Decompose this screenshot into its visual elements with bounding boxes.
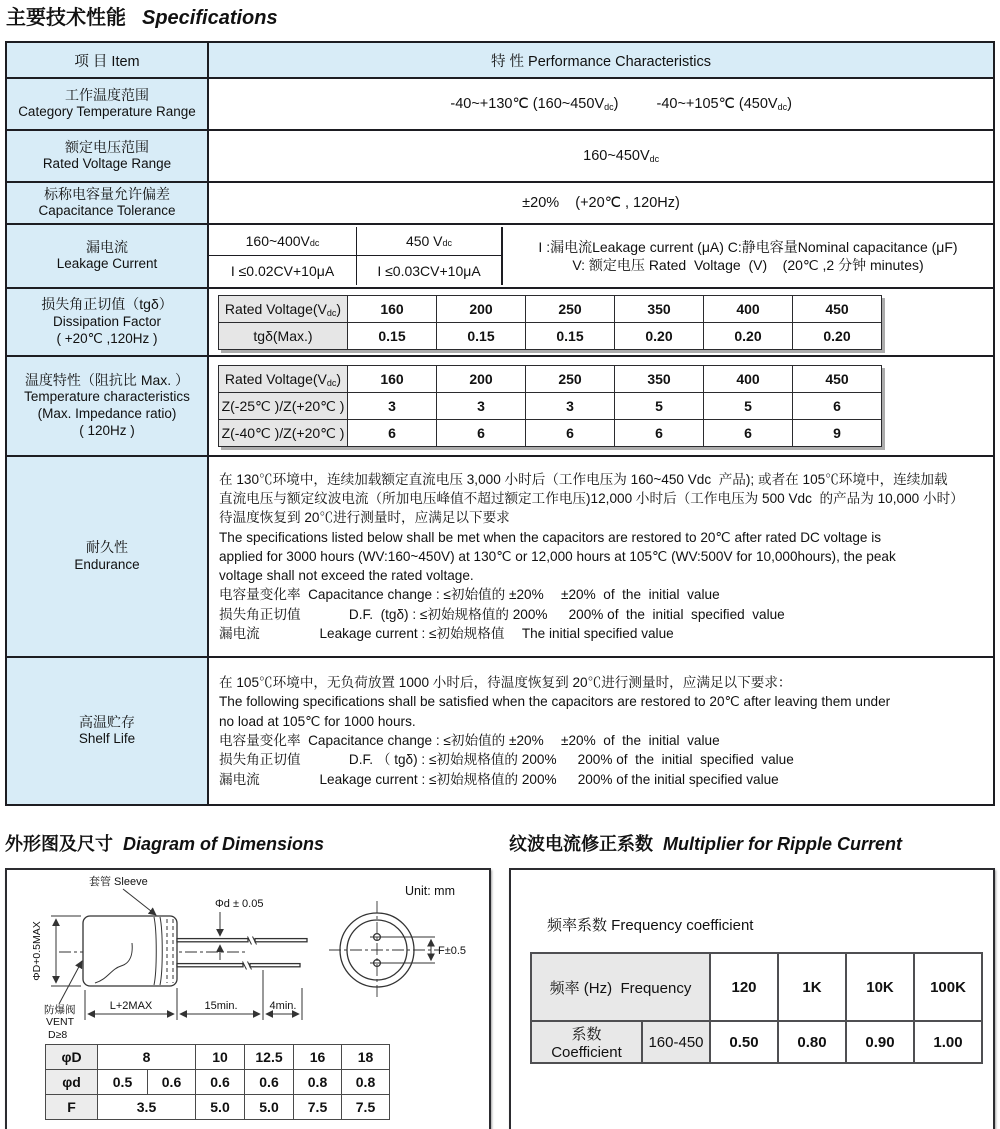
frequency-value: 1K [778, 953, 846, 1021]
dimensions-table [45, 1044, 390, 1120]
lead-top-2 [255, 939, 307, 942]
coefficient-value: 0.50 [710, 1021, 778, 1063]
tc-voltage-header: Rated Voltage(Vdc) [219, 366, 348, 393]
label-temperature-characteristics: 温度特性（阻抗比 Max. ） Temperature characteristics (Max. Impedance ratio) ( 120Hz ) [6, 356, 208, 456]
tc-voltage: 250 [526, 366, 615, 393]
df-voltage: 350 [615, 295, 704, 322]
tc-z40: 6 [437, 420, 526, 447]
svg-text:15min.: 15min. [204, 1000, 238, 1012]
coefficient-header: 系数 Coefficient [531, 1021, 642, 1063]
label-capacitance-tolerance: 标称电容量允许偏差 Capacitance Tolerance [6, 182, 208, 224]
table-row [531, 1021, 982, 1063]
tc-z40: 6 [526, 420, 615, 447]
tc-voltage: 200 [437, 366, 526, 393]
lead-diameter-dimension [215, 898, 263, 960]
coefficient-value: 1.00 [914, 1021, 982, 1063]
tc-z40: 6 [348, 420, 437, 447]
tc-voltage: 160 [348, 366, 437, 393]
df-voltage: 450 [793, 295, 882, 322]
frequency-coefficient-table [530, 952, 983, 1064]
table-row [219, 295, 882, 322]
row-temperature-range [6, 78, 994, 130]
voltage-range-cell: 160-450 [642, 1021, 710, 1063]
lead-bottom-1 [177, 964, 243, 967]
df-voltage-header: Rated Voltage(Vdc) [219, 295, 348, 322]
col-header-item: 项 目 Item [6, 42, 208, 78]
capacitor-diagram [7, 870, 489, 1042]
df-voltage: 200 [437, 295, 526, 322]
leakage-range-2: 450 V dc [357, 227, 503, 256]
unit-label: Unit: mm [405, 884, 455, 898]
tc-z40: 9 [793, 420, 882, 447]
capacitor-side-view [59, 916, 307, 986]
dissipation-factor-table [218, 295, 882, 350]
page-title-en: Specifications [142, 7, 278, 29]
df-value: 0.15 [348, 322, 437, 349]
svg-text:Φd ± 0.05: Φd ± 0.05 [215, 898, 264, 910]
df-value: 0.20 [615, 322, 704, 349]
shelf-life-text: 在 105℃环境中，无负荷放置 1000 小时后，待温度恢复到 20℃进行测量时，应满足以下要求： The following specifications shall be satisfied when the capacitors are restored to 20℃ after leaving them under no load at 105℃ for 1000 hours. 电容量变化率 Capacitance change : ≤初始值的 ±20% ±20% of the initial value 损失角正切值 D.F. （ tgδ) : ≤初始规格值的 200% 200% of the initial specified value 漏电流 Leakage current : ≤初始规格值的 200% 200% of the initial specified value [208, 657, 994, 805]
label-temperature-range: 工作温度范围 Category Temperature Range [6, 78, 208, 130]
df-value: 0.20 [704, 322, 793, 349]
df-value: 0.15 [526, 322, 615, 349]
leakage-current-cell [208, 224, 994, 288]
temperature-characteristics-table [218, 365, 882, 447]
row-dissipation-factor [6, 288, 994, 356]
tc-z25: 5 [615, 393, 704, 420]
svg-text:VENT: VENT [46, 1016, 75, 1028]
tc-z25: 3 [526, 393, 615, 420]
tc-z25: 5 [704, 393, 793, 420]
frequency-value: 100K [914, 953, 982, 1021]
row-rated-voltage [6, 130, 994, 182]
row-endurance [6, 456, 994, 657]
label-dissipation-factor: 损失角正切值（tgδ） Dissipation Factor ( +20℃ ,120Hz ) [6, 288, 208, 356]
value-temperature-range: -40~+130℃ (160~450Vdc) -40~+105℃ (450Vdc) [208, 78, 994, 130]
leakage-formula-1: I ≤0.02CV+10μA [209, 256, 357, 285]
value-rated-voltage: 160~450Vdc [208, 130, 994, 182]
tc-z25: 3 [437, 393, 526, 420]
tc-voltage: 450 [793, 366, 882, 393]
frequency-coefficient-label: 频率系数 Frequency coefficient [547, 917, 754, 934]
frequency-value: 120 [710, 953, 778, 1021]
table-row: φD 8 10 12.5 16 18 [46, 1045, 390, 1070]
leakage-note: I :漏电流Leakage current (μA) C:静电容量Nominal capacitance (μF) V: 额定电压 Rated Voltage (V) (20℃ ,2 分钟 minutes) [538, 238, 958, 273]
svg-text:L+2MAX: L+2MAX [109, 1000, 153, 1012]
page-title-zh: 主要技术性能 [6, 7, 126, 29]
svg-text:套管 Sleeve: 套管 Sleeve [89, 876, 148, 888]
table-row: φd 0.5 0.6 0.6 0.6 0.8 0.8 [46, 1070, 390, 1095]
tc-z40: 6 [615, 420, 704, 447]
table-row [219, 366, 882, 393]
ripple-title: 纹波电流修正系数 Multiplier for Ripple Current [509, 834, 903, 854]
df-voltage: 250 [526, 295, 615, 322]
specifications-table [5, 41, 995, 806]
df-voltage: 400 [704, 295, 793, 322]
bottom-sections [5, 806, 995, 1129]
page-title [6, 6, 1000, 30]
dissipation-factor-cell [208, 288, 994, 356]
table-row [219, 322, 882, 349]
tc-z25-header: Z(-25℃ )/Z(+20℃ ) [219, 393, 348, 420]
svg-text:4min.: 4min. [269, 1000, 297, 1012]
tc-z40-header: Z(-40℃ )/Z(+20℃ ) [219, 420, 348, 447]
dim-row-header: F [46, 1095, 98, 1120]
label-rated-voltage: 额定电压范围 Rated Voltage Range [6, 130, 208, 182]
svg-text:ΦD+0.5MAX: ΦD+0.5MAX [31, 921, 43, 981]
leakage-formula-2: I ≤0.03CV+10μA [357, 256, 503, 285]
svg-text:D≥8: D≥8 [48, 1029, 68, 1041]
temperature-characteristics-cell [208, 356, 994, 456]
capacitor-top-view [329, 901, 466, 999]
lead-spacing-dimension: F±0.5 [438, 945, 467, 957]
sleeve-label [89, 874, 156, 915]
tc-z25: 6 [793, 393, 882, 420]
coefficient-value: 0.80 [778, 1021, 846, 1063]
df-tgd-header: tgδ(Max.) [219, 322, 348, 349]
coefficient-value: 0.90 [846, 1021, 914, 1063]
row-capacitance-tolerance [6, 182, 994, 224]
label-endurance: 耐久性 Endurance [6, 456, 208, 657]
table-header-row [6, 42, 994, 78]
table-row [219, 393, 882, 420]
table-row: F 3.5 5.0 5.0 7.5 7.5 [46, 1095, 390, 1120]
value-capacitance-tolerance: ±20% (+20℃ , 120Hz) [208, 182, 994, 224]
dimensions-box [5, 868, 491, 1129]
row-shelf-life [6, 657, 994, 805]
dimensions-section [5, 806, 491, 1129]
label-shelf-life: 高温贮存 Shelf Life [6, 657, 208, 805]
row-temperature-characteristics [6, 356, 994, 456]
dim-row-header: φd [46, 1070, 98, 1095]
ripple-section [509, 806, 995, 1129]
body-diameter-dimension [31, 916, 81, 986]
leakage-range-1: 160~400V dc [209, 227, 357, 256]
row-leakage-current [6, 224, 994, 288]
lead-bottom-2 [250, 964, 300, 967]
df-value: 0.20 [793, 322, 882, 349]
df-value: 0.15 [437, 322, 526, 349]
dimensions-title: 外形图及尺寸 Diagram of Dimensions [5, 834, 325, 854]
tc-z25: 3 [348, 393, 437, 420]
tc-z40: 6 [704, 420, 793, 447]
df-voltage: 160 [348, 295, 437, 322]
lead-top-1 [177, 939, 248, 942]
svg-text:防爆阀: 防爆阀 [44, 1004, 76, 1016]
leakage-current-grid [209, 227, 993, 285]
col-header-characteristics: 特 性 Performance Characteristics [208, 42, 994, 78]
endurance-text: 在 130℃环境中，连续加载额定直流电压 3,000 小时后（工作电压为 160~450 Vdc 产品); 或者在 105℃环境中，连续加载 直流电压与额定纹波电流（所加电压峰值不超过额定工作电压)12,000 小时后（工作电压为 500 Vdc 的产品为 10,000 小时） 待温度恢复到 20℃进行测量时，应满足以下要求 The specifications listed below shall be met when the capacitors are restored to 20℃ after rated DC voltage is applied for 3000 hours (WV:160~450V) at 130℃ or 12,000 hours at 105℃ (WV:500V for 10,000hours), the peak voltage shall not exceed the rated voltage. 电容量变化率 Capacitance change : ≤初始值的 ±20% ±20% of the initial value 损失角正切值 D.F. (tgδ) : ≤初始规格值的 200% 200% of the initial specified value 漏电流 Leakage current : ≤初始规格值 The initial specified value [208, 456, 994, 657]
label-leakage-current: 漏电流 Leakage Current [6, 224, 208, 288]
dim-row-header: φD [46, 1045, 98, 1070]
frequency-value: 10K [846, 953, 914, 1021]
tc-voltage: 400 [704, 366, 793, 393]
tc-voltage: 350 [615, 366, 704, 393]
table-row [531, 953, 982, 1021]
frequency-header: 频率 (Hz) Frequency [531, 953, 710, 1021]
vent-label [44, 961, 82, 1041]
table-row [219, 420, 882, 447]
ripple-box [509, 868, 995, 1129]
